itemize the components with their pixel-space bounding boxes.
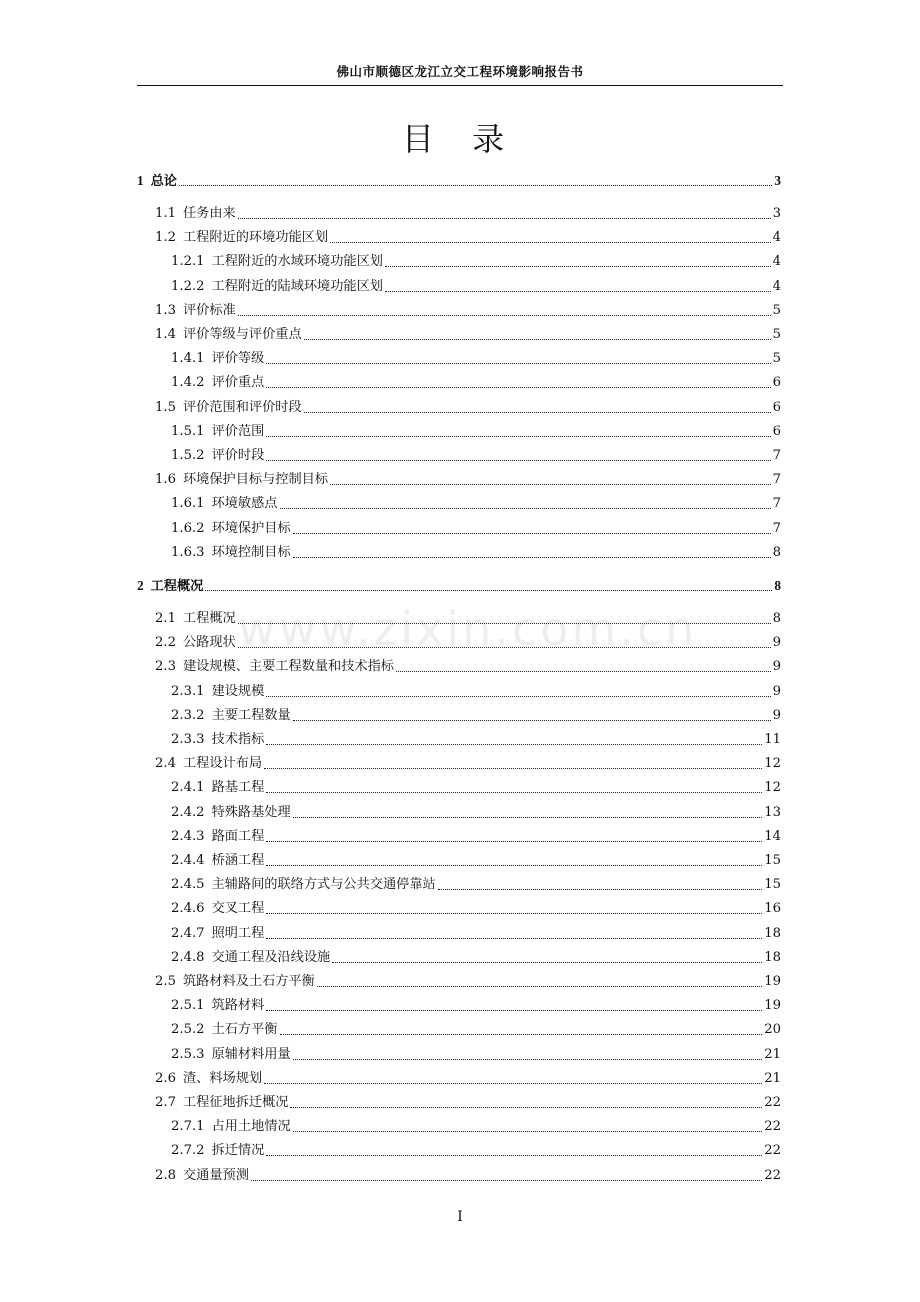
toc-entry-page: 8	[772, 611, 781, 626]
toc-dot-leader	[266, 1009, 762, 1011]
toc-dot-leader	[266, 435, 770, 437]
toc-dot-leader	[396, 670, 771, 672]
toc-entry-label: 总论	[150, 173, 177, 188]
toc-dot-leader	[385, 265, 771, 267]
toc-entry[interactable]	[137, 1069, 781, 1089]
toc-dot-leader	[266, 743, 762, 745]
toc-entry[interactable]	[137, 609, 781, 629]
toc-entry-page: 15	[764, 853, 781, 868]
toc-dot-leader	[205, 589, 772, 591]
toc-entry[interactable]	[137, 996, 781, 1016]
header-rule	[137, 85, 783, 86]
toc-entry-page: 12	[764, 756, 781, 772]
toc-entry[interactable]	[137, 1093, 781, 1113]
toc-dot-leader	[266, 937, 762, 939]
toc-entry-number: 1.6	[155, 472, 176, 488]
toc-entry[interactable]	[137, 470, 781, 490]
toc-entry-label: 原辅材料用量	[211, 1046, 291, 1062]
toc-dot-leader	[438, 888, 762, 890]
toc-entry-label: 工程概况	[150, 578, 204, 593]
toc-entry-page: 5	[772, 351, 781, 367]
toc-entry[interactable]	[137, 204, 781, 224]
toc-entry-page: 19	[764, 998, 781, 1014]
toc-dot-leader	[330, 483, 771, 485]
toc-entry-label: 占用土地情况	[211, 1119, 291, 1135]
toc-dot-leader	[317, 985, 762, 987]
toc-entry-label: 土石方平衡	[211, 1022, 278, 1038]
toc-entry-page: 7	[772, 520, 781, 536]
toc-entry-number: 1.6.2	[171, 520, 205, 536]
toc-entry-label: 照明工程	[211, 925, 265, 941]
toc-entry[interactable]	[137, 519, 781, 539]
toc-entry-number: 1.5	[155, 399, 176, 415]
toc-entry[interactable]	[137, 446, 781, 466]
toc-entry-page: 11	[764, 732, 781, 747]
toc-entry[interactable]	[137, 398, 781, 418]
toc-entry[interactable]	[137, 948, 781, 968]
toc-dot-leader	[280, 507, 771, 509]
toc-entry-label: 评价范围和评价时段	[182, 399, 302, 415]
toc-entry[interactable]	[137, 706, 781, 726]
toc-entry-page: 5	[772, 327, 781, 342]
toc-entry-page: 3	[772, 206, 781, 221]
page-title: 目 录	[401, 120, 519, 158]
toc-entry[interactable]	[137, 803, 781, 823]
toc-entry[interactable]	[137, 543, 781, 563]
toc-entry[interactable]	[137, 1117, 781, 1137]
toc-dot-leader	[266, 791, 762, 793]
toc-dot-leader	[266, 840, 762, 842]
toc-entry-label: 评价标准	[182, 302, 236, 318]
toc-entry[interactable]	[137, 1020, 781, 1040]
running-header: 佛山市顺德区龙江立交工程环境影响报告书	[336, 64, 584, 79]
toc-entry-label: 技术指标	[211, 732, 265, 747]
toc-entry-number: 1.3	[155, 302, 176, 318]
toc-entry-number: 2.4	[155, 756, 176, 772]
toc-entry-number: 2.5.2	[171, 1022, 205, 1038]
toc-entry[interactable]	[137, 778, 781, 798]
toc-entry-page: 18	[764, 925, 781, 941]
watermark: www.zixin.com.cn	[238, 602, 698, 656]
toc-entry-label: 工程概况	[182, 611, 236, 626]
toc-entry[interactable]	[137, 875, 781, 895]
toc-dot-leader	[266, 459, 770, 461]
toc-entry-page: 22	[764, 1143, 781, 1159]
toc-entry-number: 2.4.1	[171, 780, 205, 796]
toc-entry-label: 工程附近的水域环境功能区划	[211, 254, 383, 270]
toc-entry-label: 交叉工程	[211, 901, 265, 917]
toc-entry-label: 评价时段	[211, 448, 265, 463]
toc-entry-number: 2.3	[155, 659, 176, 675]
toc-entry[interactable]	[137, 422, 781, 442]
toc-entry-page: 6	[772, 423, 781, 439]
toc-entry[interactable]	[137, 972, 781, 992]
toc-entry-page: 9	[772, 683, 781, 699]
toc-entry[interactable]	[137, 277, 781, 297]
toc-entry-page: 21	[764, 1070, 781, 1086]
toc-dot-leader	[238, 217, 771, 219]
toc-dot-leader	[251, 1179, 762, 1181]
toc-entry-label: 渣、料场规划	[182, 1070, 263, 1086]
toc-entry-label: 任务由来	[182, 206, 236, 221]
toc-entry-page: 22	[764, 1095, 781, 1110]
page-number: I	[457, 1209, 463, 1225]
toc-entry-label: 环境敏感点	[211, 496, 278, 512]
toc-entry[interactable]	[137, 851, 781, 871]
toc-entry[interactable]	[137, 325, 781, 345]
toc-entry-number: 2.4.7	[171, 925, 205, 941]
toc-entry[interactable]	[137, 754, 781, 774]
toc-dot-leader	[280, 1033, 763, 1035]
toc-entry-number: 2.7.1	[171, 1119, 205, 1135]
toc-entry[interactable]	[137, 576, 781, 596]
toc-entry-label: 筑路材料	[211, 998, 265, 1014]
toc-entry-number: 2.5.1	[171, 998, 205, 1014]
toc-entry-number: 2.4.3	[171, 828, 205, 844]
toc-entry-page: 7	[772, 448, 781, 463]
toc-entry[interactable]	[137, 494, 781, 514]
toc-dot-leader	[266, 912, 762, 914]
toc-entry-number: 1.5.2	[171, 448, 205, 463]
toc-dot-leader	[266, 386, 770, 388]
toc-dot-leader	[293, 1130, 763, 1132]
toc-entry[interactable]	[137, 899, 781, 919]
toc-entry[interactable]	[137, 1141, 781, 1161]
toc-entry-number: 1.4.1	[171, 351, 205, 367]
toc-dot-leader	[264, 1082, 762, 1084]
toc-entry-page: 21	[764, 1046, 781, 1062]
toc-entry-page: 8	[774, 578, 781, 593]
toc-entry-page: 4	[772, 278, 781, 294]
toc-entry-page: 4	[772, 254, 781, 270]
toc-entry-number: 2.4.6	[171, 901, 205, 917]
toc-dot-leader	[293, 556, 771, 558]
toc-entry-label: 评价重点	[211, 375, 265, 391]
toc-entry-page: 9	[772, 707, 781, 723]
toc-entry-number: 1.4	[155, 327, 176, 342]
toc-entry-page: 22	[764, 1167, 781, 1183]
toc-entry-label: 交通工程及沿线设施	[211, 949, 331, 965]
toc-entry-page: 4	[772, 230, 781, 246]
toc-entry-number: 1.6.1	[171, 496, 205, 512]
toc-dot-leader	[266, 864, 762, 866]
toc-entry[interactable]	[137, 657, 781, 677]
toc-entry-label: 工程附近的环境功能区划	[182, 230, 329, 246]
toc-entry-page: 8	[772, 544, 781, 560]
toc-dot-leader	[304, 338, 771, 340]
toc-entry[interactable]	[137, 682, 781, 702]
toc-entry[interactable]	[137, 633, 781, 653]
toc-dot-leader	[266, 695, 770, 697]
toc-entry-label: 评价等级	[211, 351, 265, 367]
toc-dot-leader	[304, 411, 771, 413]
toc-entry-page: 20	[764, 1022, 781, 1038]
toc-entry-page: 12	[764, 780, 781, 796]
toc-dot-leader	[290, 1106, 762, 1108]
toc-entry-number: 1.5.1	[171, 423, 205, 439]
toc-entry-number: 1.2	[155, 230, 176, 246]
toc-dot-leader	[238, 314, 771, 316]
toc-entry-page: 13	[764, 804, 781, 820]
toc-entry-number: 2	[137, 578, 144, 593]
toc-dot-leader	[238, 622, 771, 624]
toc-dot-leader	[238, 646, 771, 648]
toc-entry-label: 评价等级与评价重点	[182, 327, 302, 342]
toc-entry-number: 2.5.3	[171, 1046, 205, 1062]
toc-entry-label: 评价范围	[211, 423, 265, 439]
toc-entry-number: 1.1	[155, 206, 176, 221]
toc-entry[interactable]	[137, 373, 781, 393]
toc-entry-page: 15	[764, 877, 781, 893]
toc-entry-number: 2.4.4	[171, 853, 205, 868]
toc-entry-page: 16	[764, 901, 781, 917]
toc-entry-number: 2.3.2	[171, 707, 205, 723]
toc-entry-label: 交通量预测	[182, 1167, 249, 1183]
toc-entry[interactable]	[137, 301, 781, 321]
toc-entry[interactable]	[137, 1045, 781, 1065]
toc-dot-leader	[293, 1058, 763, 1060]
toc-entry-label: 桥涵工程	[211, 853, 265, 868]
toc-entry[interactable]	[137, 228, 781, 248]
toc-entry-number: 2.8	[155, 1167, 176, 1183]
toc-entry-number: 2.6	[155, 1070, 176, 1086]
toc-entry-label: 路基工程	[211, 780, 265, 796]
toc-entry-page: 7	[772, 496, 781, 512]
toc-entry[interactable]	[137, 924, 781, 944]
toc-entry-label: 环境控制目标	[211, 544, 291, 560]
toc-entry-label: 建设规模	[211, 683, 265, 699]
toc-entry-number: 2.1	[155, 611, 176, 626]
toc-entry-page: 3	[774, 173, 781, 188]
toc-dot-leader	[266, 1154, 762, 1156]
toc-entry[interactable]	[137, 171, 781, 191]
toc-dot-leader	[385, 290, 771, 292]
toc-entry-page: 19	[764, 974, 781, 989]
toc-entry-number: 2.3.3	[171, 732, 205, 747]
toc-dot-leader	[266, 362, 770, 364]
toc-entry-label: 工程征地拆迁概况	[182, 1095, 289, 1110]
toc-entry-label: 公路现状	[182, 635, 236, 651]
toc-entry-page: 14	[764, 828, 781, 844]
toc-dot-leader	[332, 961, 762, 963]
toc-entry-page: 7	[772, 472, 781, 488]
toc-entry-page: 5	[772, 302, 781, 318]
toc-entry-page: 6	[772, 375, 781, 391]
toc-entry-label: 建设规模、主要工程数量和技术指标	[182, 659, 394, 675]
toc-entry-label: 路面工程	[211, 828, 265, 844]
toc-entry-number: 2.3.1	[171, 683, 205, 699]
toc-entry-number: 2.4.8	[171, 949, 205, 965]
toc-entry-number: 2.2	[155, 635, 176, 651]
toc-entry[interactable]	[137, 349, 781, 369]
toc-entry-number: 1.4.2	[171, 375, 205, 391]
toc-dot-leader	[293, 532, 771, 534]
toc-entry-number: 1.2.2	[171, 278, 205, 294]
toc-dot-leader	[179, 184, 772, 186]
toc-entry-page: 18	[764, 949, 781, 965]
toc-entry-label: 主辅路间的联络方式与公共交通停靠站	[211, 877, 436, 893]
toc-entry-number: 2.7	[155, 1095, 176, 1110]
toc-dot-leader	[293, 719, 771, 721]
toc-entry-page: 22	[764, 1119, 781, 1135]
toc-entry-label: 环境保护目标与控制目标	[182, 472, 329, 488]
toc-entry-page: 9	[772, 635, 781, 651]
toc-entry-label: 筑路材料及土石方平衡	[182, 974, 315, 989]
toc-entry-number: 2.5	[155, 974, 176, 989]
toc-dot-leader	[264, 767, 762, 769]
toc-entry-page: 6	[772, 399, 781, 415]
toc-entry-label: 工程设计布局	[182, 756, 263, 772]
toc-dot-leader	[330, 241, 771, 243]
toc-entry-label: 拆迁情况	[211, 1143, 265, 1159]
toc-entry-number: 2.4.5	[171, 877, 205, 893]
toc-entry-number: 1.6.3	[171, 544, 205, 560]
toc-entry[interactable]	[137, 252, 781, 272]
toc-entry[interactable]	[137, 827, 781, 847]
toc-entry[interactable]	[137, 1166, 781, 1186]
toc-entry-label: 主要工程数量	[211, 707, 291, 723]
toc-entry[interactable]	[137, 730, 781, 750]
toc-dot-leader	[293, 816, 763, 818]
toc-entry-number: 1.2.1	[171, 254, 205, 270]
toc-entry-number: 2.4.2	[171, 804, 205, 820]
toc-entry-number: 2.7.2	[171, 1143, 205, 1159]
toc-entry-page: 9	[772, 659, 781, 675]
toc-entry-number: 1	[137, 173, 144, 188]
toc-entry-label: 特殊路基处理	[211, 804, 291, 820]
toc-entry-label: 环境保护目标	[211, 520, 291, 536]
toc-entry-label: 工程附近的陆域环境功能区划	[211, 278, 383, 294]
